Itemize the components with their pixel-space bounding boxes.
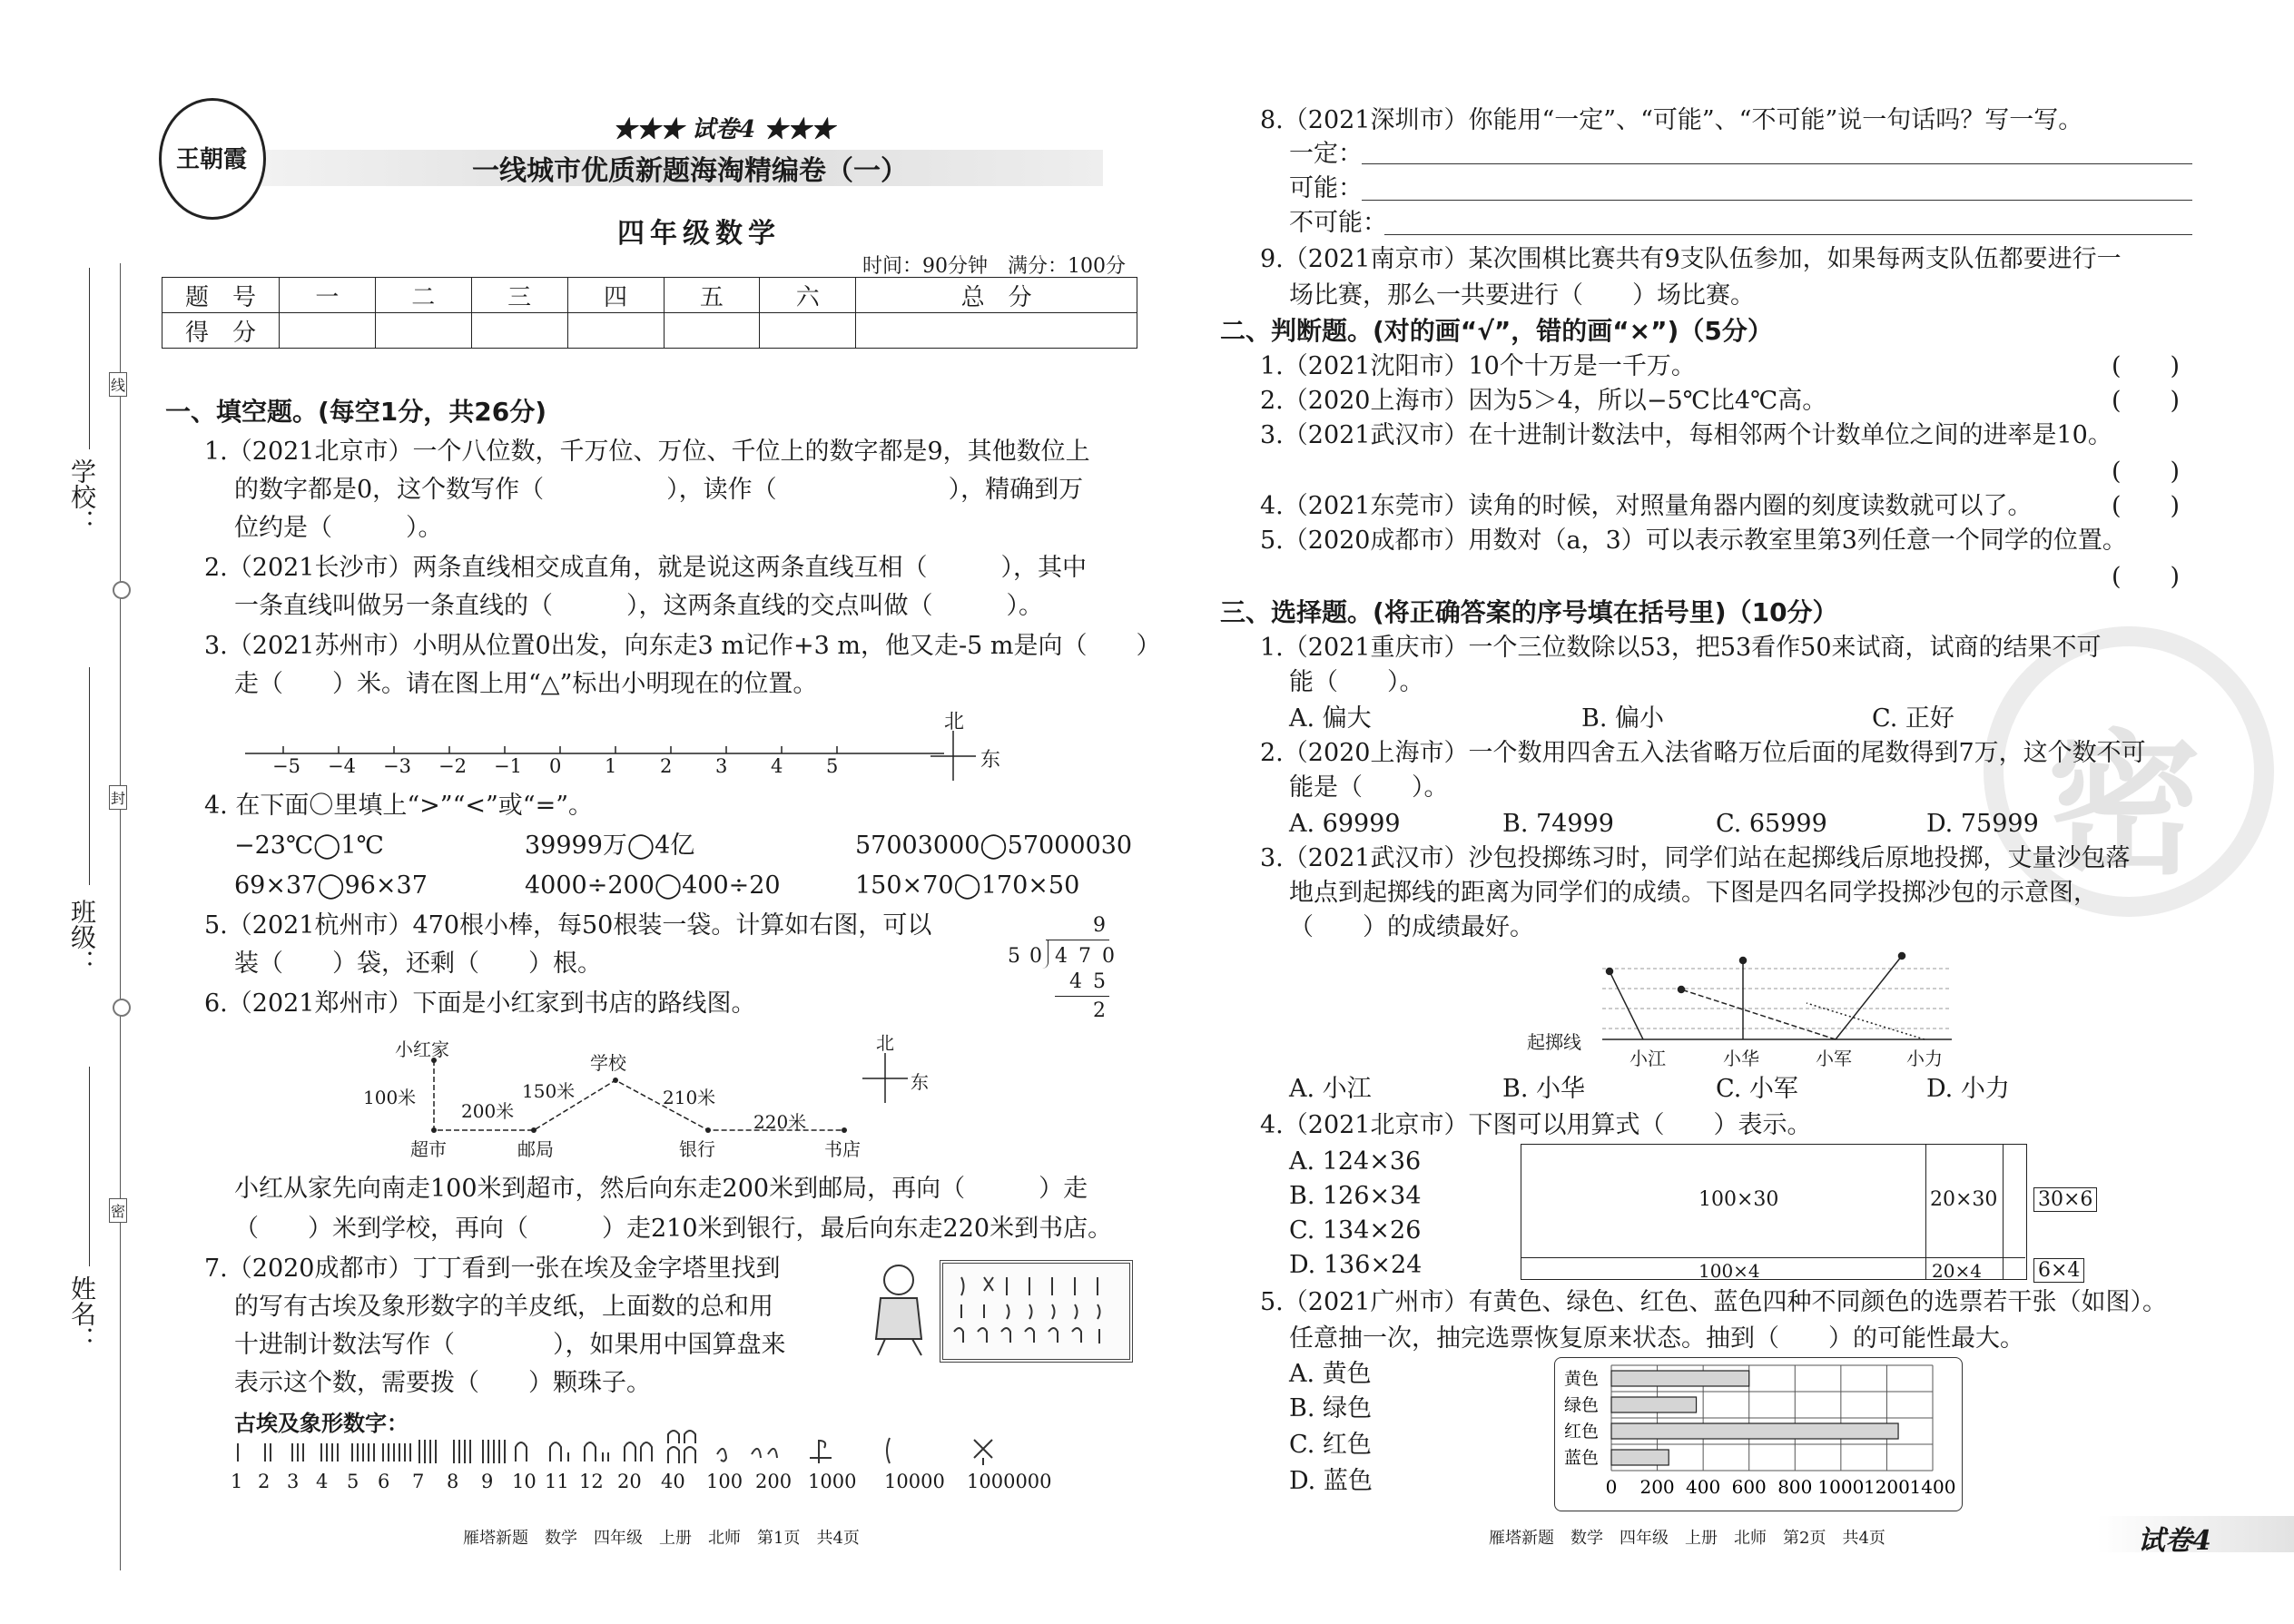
- option[interactable]: D. 75999: [1926, 810, 2039, 838]
- option[interactable]: A. 69999: [1289, 810, 1401, 838]
- area-label: 100×30: [1698, 1188, 1779, 1211]
- division-divisor: 50: [1008, 945, 1051, 968]
- option[interactable]: A. 黄色: [1289, 1360, 1372, 1388]
- egypt-value-label: 100: [706, 1471, 743, 1492]
- egypt-value-label: 1: [231, 1471, 243, 1492]
- chart-bar: [1611, 1371, 1749, 1386]
- judge-item: 3.（2021武汉市）在十进制计数法中，每相邻两个计数单位之间的进率是10。: [1260, 421, 2112, 449]
- egypt-value-label: 3: [287, 1471, 300, 1492]
- throw-name: 小江: [1629, 1048, 1666, 1069]
- egypt-value-label: 8: [447, 1471, 459, 1492]
- option[interactable]: B. 偏小: [1581, 704, 1665, 733]
- throw-name: 小华: [1723, 1048, 1759, 1069]
- chart-tick-label: 800: [1777, 1476, 1813, 1498]
- chart-bar: [1611, 1423, 1898, 1439]
- compare-item[interactable]: 39999万◯4亿: [525, 832, 695, 860]
- chart-tick-label: 200: [1639, 1476, 1675, 1498]
- compass-north: 北: [876, 1032, 894, 1054]
- question-line: 装（ ）袋，还剩（ ）根。: [234, 950, 602, 978]
- question-line: 能是（ ）。: [1289, 773, 1449, 802]
- compare-item[interactable]: 150×70◯170×50: [855, 871, 1080, 900]
- number-line-label: 4: [771, 755, 783, 777]
- question-line: 4. 在下面〇里填上“>”“<”或“=”。: [204, 792, 594, 820]
- chart-bar: [1611, 1450, 1669, 1465]
- route-label: 100米: [363, 1087, 417, 1108]
- chart-category-label: 红色: [1564, 1422, 1600, 1442]
- number-line-label: 5: [826, 755, 839, 777]
- chart-tick-label: 400: [1686, 1476, 1721, 1498]
- area-callout: 30×6: [2033, 1187, 2097, 1212]
- question-line: 2.（2020上海市）一个数用四舍五入法省略万位后面的尾数得到7万，这个数不可: [1260, 739, 2146, 767]
- number-line-label: −4: [328, 755, 356, 777]
- area-label: 100×4: [1698, 1260, 1760, 1282]
- egypt-value-label: 6: [378, 1471, 390, 1492]
- egypt-value-label: 4: [316, 1471, 329, 1492]
- option[interactable]: A. 124×36: [1289, 1147, 1422, 1176]
- long-division: [1006, 912, 1126, 1022]
- q8-label: 一定：: [1289, 140, 1363, 168]
- area-divider-v: [1925, 1145, 1926, 1279]
- option[interactable]: C. 65999: [1716, 810, 1827, 838]
- route-label: 210米: [663, 1087, 716, 1108]
- question-line: 3.（2021苏州市）小明从位置0出发，向东走3 m记作+3 m，他又走-5 m是向（ ）: [204, 632, 1161, 660]
- option[interactable]: B. 74999: [1502, 810, 1614, 838]
- division-dividend: 470: [1055, 945, 1126, 968]
- page-title: 一线城市优质新题海淘精编卷（一）: [472, 155, 908, 187]
- score-cell: 五: [664, 278, 760, 313]
- route-label: 银行: [679, 1138, 715, 1160]
- egypt-value-label: 200: [755, 1471, 793, 1492]
- egypt-symbols-icon: [227, 1427, 1044, 1472]
- question-line: 7.（2020成都市）丁丁看到一张在埃及金字塔里找到: [204, 1255, 781, 1283]
- option[interactable]: C. 134×26: [1289, 1216, 1422, 1245]
- division-bracket: [1042, 940, 1049, 969]
- question-line: 8.（2021深圳市）你能用“一定”、“可能”、“不可能”说一句话吗？写一写。: [1260, 106, 2083, 134]
- score-cell: 题 号: [162, 278, 280, 313]
- question-line: 6.（2021郑州市）下面是小红家到书店的路线图。: [204, 989, 756, 1018]
- papyrus-scroll: [940, 1260, 1133, 1363]
- compass-icon: [858, 1048, 912, 1112]
- score-cell: 总 分: [856, 278, 1137, 313]
- binding-line: [120, 263, 121, 1570]
- option[interactable]: B. 126×34: [1289, 1182, 1422, 1210]
- question-line: 3.（2021武汉市）沙包投掷练习时，同学们站在起掷线后原地投掷，丈量沙包落: [1260, 844, 2131, 872]
- banner-small: ★★★ 试卷4 ★★★: [613, 116, 835, 143]
- route-label: 220米: [753, 1111, 807, 1133]
- chart-bar: [1611, 1397, 1697, 1412]
- question-line: （ ）的成绩最好。: [1289, 913, 1534, 941]
- question-line: （ ）米到学校，再向（ ）走210米到银行，最后向东走220米到书店。: [234, 1215, 1113, 1243]
- question-line: 任意抽一次，抽完选票恢复原来状态。抽到（ ）的可能性最大。: [1289, 1324, 2024, 1353]
- egypt-value-label: 20: [617, 1471, 642, 1492]
- school-field[interactable]: [89, 268, 90, 449]
- compass-north: 北: [944, 711, 965, 733]
- section-title: 三、选择题。(将正确答案的序号填在括号里)（10分）: [1220, 597, 1838, 627]
- compare-item[interactable]: 57003000◯57000030: [855, 832, 1133, 860]
- corner-label: 试卷4: [2138, 1525, 2211, 1557]
- score-input[interactable]: [471, 313, 567, 349]
- question-line: 表示这个数，需要拨（ ）颗珠子。: [234, 1369, 651, 1397]
- score-cell: 四: [567, 278, 664, 313]
- circle-mark: [113, 999, 131, 1017]
- number-line-label: −2: [438, 755, 467, 777]
- option[interactable]: C. 正好: [1872, 704, 1954, 733]
- name-field[interactable]: [89, 1067, 90, 1266]
- question-line: 场比赛，那么一共要进行（ ）场比赛。: [1289, 281, 1755, 310]
- compass-east: 东: [911, 1071, 929, 1093]
- judge-item: 5.（2020成都市）用数对（a，3）可以表示教室里第3列任意一个同学的位置。: [1260, 527, 2127, 555]
- judge-paren[interactable]: ( ): [2112, 563, 2181, 591]
- egypt-value-row: [227, 1471, 1052, 1500]
- judge-paren[interactable]: ( ): [2112, 352, 2181, 380]
- question-line: 9.（2021南京市）某次围棋比赛共有9支队伍参加，如果每两支队伍都要进行一: [1260, 245, 2122, 273]
- compare-item[interactable]: 4000÷200◯400÷20: [525, 871, 781, 900]
- hieroglyph-icon: [943, 1264, 1125, 1354]
- division-remainder: 2: [1093, 999, 1106, 1022]
- question-line: 4.（2021北京市）下图可以用算式（ ）表示。: [1260, 1111, 1812, 1139]
- logo: [159, 98, 266, 220]
- chart-tick-label: 600: [1731, 1476, 1767, 1498]
- logo-text: 王朝霞: [176, 146, 248, 173]
- option[interactable]: A. 小江: [1289, 1075, 1372, 1103]
- option[interactable]: B. 小华: [1502, 1075, 1586, 1103]
- question-line: 小红从家先向南走100米到超市，然后向东走200米到邮局，再向（ ）走: [234, 1175, 1088, 1203]
- option[interactable]: C. 红色: [1289, 1431, 1372, 1459]
- score-cell: 二: [375, 278, 471, 313]
- q8-label: 可能：: [1289, 174, 1363, 202]
- chart-category-label: 黄色: [1564, 1369, 1600, 1389]
- route-label: 超市: [410, 1138, 447, 1160]
- egypt-value-label: 5: [347, 1471, 359, 1492]
- school-label: 学校：: [67, 458, 97, 535]
- throw-line-label: 起掷线: [1527, 1031, 1581, 1053]
- score-cell: 六: [760, 278, 856, 313]
- egypt-title: 古埃及象形数字：: [234, 1411, 409, 1436]
- question-line: 5.（2021杭州市）470根小棒，每50根装一袋。计算如右图，可以: [204, 911, 932, 940]
- compare-item[interactable]: −23℃◯1℃: [234, 832, 384, 860]
- egypt-value-label: 7: [412, 1471, 425, 1492]
- egypt-value-label: 1000000: [967, 1471, 1052, 1492]
- judge-item: 2.（2020上海市）因为5＞4，所以−5℃比4℃高。: [1260, 387, 1827, 415]
- egypt-value-label: 1000: [808, 1471, 857, 1492]
- judge-paren[interactable]: ( ): [2112, 458, 2181, 486]
- area-label: 20×4: [1932, 1260, 1982, 1282]
- judge-item: 1.（2021沈阳市）10个十万是一千万。: [1260, 352, 1696, 380]
- chart-tick-label: 1400: [1909, 1476, 1956, 1498]
- egypt-value-label: 10000: [884, 1471, 945, 1492]
- option[interactable]: D. 小力: [1926, 1075, 2010, 1103]
- question-line: 5.（2021广州市）有黄色、绿色、红色、蓝色四种不同颜色的选票若干张（如图）。: [1260, 1288, 2167, 1316]
- route-label: 200米: [461, 1100, 515, 1122]
- section-title: 一、填空题。(每空1分，共26分): [165, 397, 547, 427]
- number-line-label: 3: [715, 755, 728, 777]
- question-line: 的写有古埃及象形数字的羊皮纸，上面数的总和用: [234, 1293, 773, 1321]
- number-line-label: 2: [660, 755, 673, 777]
- judge-paren[interactable]: ( ): [2112, 492, 2181, 520]
- score-cell: 得 分: [162, 313, 280, 349]
- route-label: 小红家: [395, 1038, 449, 1060]
- division-product: 45: [1069, 970, 1117, 993]
- division-line: [1055, 996, 1109, 997]
- egypt-value-label: 10: [512, 1471, 537, 1492]
- mi-mark: 密: [109, 1198, 127, 1223]
- number-line-labels: [236, 755, 1026, 782]
- chart-tick-label: 1000: [1817, 1476, 1865, 1498]
- cartoon-character-icon: [858, 1257, 940, 1357]
- subject-title: 四年级数学: [617, 218, 781, 250]
- number-line-label: −5: [272, 755, 300, 777]
- score-input[interactable]: [280, 313, 376, 349]
- number-line-label: 0: [549, 755, 562, 777]
- chart-tick-label: 1200: [1863, 1476, 1910, 1498]
- egypt-value-label: 9: [481, 1471, 494, 1492]
- name-label: 姓名：: [67, 1275, 97, 1352]
- route-label: 邮局: [517, 1138, 554, 1160]
- number-line-label: −1: [494, 755, 522, 777]
- throw-name: 小军: [1816, 1048, 1852, 1069]
- area-label: 20×30: [1930, 1188, 1998, 1211]
- question-line: 位约是（ ）。: [234, 514, 443, 542]
- score-input[interactable]: [375, 313, 471, 349]
- ballot-chart: [1554, 1357, 1963, 1511]
- question-line: 十进制计数法写作（ ），如果用中国算盘来: [234, 1331, 786, 1359]
- number-line-label: −3: [383, 755, 411, 777]
- option[interactable]: D. 136×24: [1289, 1251, 1423, 1279]
- score-table: [162, 277, 1137, 349]
- class-label: 班级：: [67, 899, 97, 975]
- area-divider-h: [1521, 1257, 2025, 1258]
- egypt-value-label: 11: [545, 1471, 569, 1492]
- circle-mark: [113, 581, 131, 599]
- option[interactable]: D. 蓝色: [1289, 1467, 1373, 1495]
- compass-east: 东: [980, 749, 1001, 772]
- score-input[interactable]: [760, 313, 856, 349]
- compare-item[interactable]: 69×37◯96×37: [234, 871, 428, 900]
- stamp-text: 密: [2047, 716, 2202, 896]
- time-info: 时间：90分钟 满分：100分: [862, 255, 1126, 278]
- question-line: 2.（2021长沙市）两条直线相交成直角，就是说这两条直线互相（ ），其中: [204, 554, 1087, 582]
- chart-category-label: 绿色: [1564, 1395, 1600, 1415]
- section-title: 二、判断题。(对的画“√”，错的画“×”)（5分）: [1220, 316, 1773, 346]
- area-diagram: [1521, 1144, 2027, 1280]
- q8-answer-line[interactable]: [1384, 234, 2192, 235]
- question-line: 的数字都是0，这个数写作（ ），读作（ ），精确到万: [234, 476, 1084, 504]
- q8-answer-line[interactable]: [1362, 163, 2192, 164]
- question-line: 地点到起掷线的距离为同学们的成绩。下图是四名同学投掷沙包的示意图，: [1289, 879, 2098, 907]
- page-footer: 雁塔新题 数学 四年级 上册 北师 第2页 共4页: [1489, 1529, 1885, 1548]
- number-line-label: 1: [605, 755, 617, 777]
- chart-tick-label: 0: [1605, 1476, 1618, 1498]
- judge-paren[interactable]: ( ): [2112, 387, 2181, 415]
- page-footer: 雁塔新题 数学 四年级 上册 北师 第1页 共4页: [463, 1529, 860, 1548]
- question-line: 能（ ）。: [1289, 668, 1424, 696]
- question-line: 1.（2021重庆市）一个三位数除以53，把53看作50来试商，试商的结果不可: [1260, 634, 2102, 662]
- feng-mark: 封: [109, 785, 127, 810]
- division-quotient: 9: [1093, 914, 1106, 937]
- score-input[interactable]: [664, 313, 760, 349]
- judge-item: 4.（2021东莞市）读角的时候，对照量角器内圈的刻度读数就可以了。: [1260, 492, 2033, 520]
- question-line: 走（ ）米。请在图上用“△”标出小明现在的位置。: [234, 670, 818, 698]
- throw-name: 小力: [1906, 1048, 1943, 1069]
- route-label: 学校: [590, 1052, 626, 1074]
- throwing-diagram: [1598, 949, 1961, 1058]
- score-input[interactable]: [567, 313, 664, 349]
- option[interactable]: B. 绿色: [1289, 1394, 1373, 1422]
- option[interactable]: C. 小军: [1716, 1075, 1798, 1103]
- egypt-value-label: 40: [661, 1471, 685, 1492]
- egypt-value-label: 2: [258, 1471, 271, 1492]
- question-line: 一条直线叫做另一条直线的（ ），这两条直线的交点叫做（ ）。: [234, 592, 1043, 620]
- score-cell: 三: [471, 278, 567, 313]
- question-line: 1.（2021北京市）一个八位数，千万位、万位、千位上的数字都是9，其他数位上: [204, 438, 1090, 466]
- area-callout: 6×4: [2033, 1258, 2084, 1283]
- route-label: 书店: [824, 1138, 861, 1160]
- option[interactable]: A. 偏大: [1289, 704, 1372, 733]
- ballot-bar-chart: [1555, 1358, 1961, 1510]
- route-label: 150米: [522, 1080, 576, 1102]
- score-cell: 一: [280, 278, 376, 313]
- xian-mark: 线: [109, 372, 127, 397]
- q8-label: 不可能：: [1289, 209, 1387, 237]
- egypt-value-label: 12: [579, 1471, 604, 1492]
- chart-category-label: 蓝色: [1564, 1448, 1600, 1468]
- area-divider-v: [2003, 1145, 2004, 1279]
- class-field[interactable]: [89, 667, 90, 885]
- score-input[interactable]: [856, 313, 1137, 349]
- q8-answer-line[interactable]: [1362, 200, 2192, 201]
